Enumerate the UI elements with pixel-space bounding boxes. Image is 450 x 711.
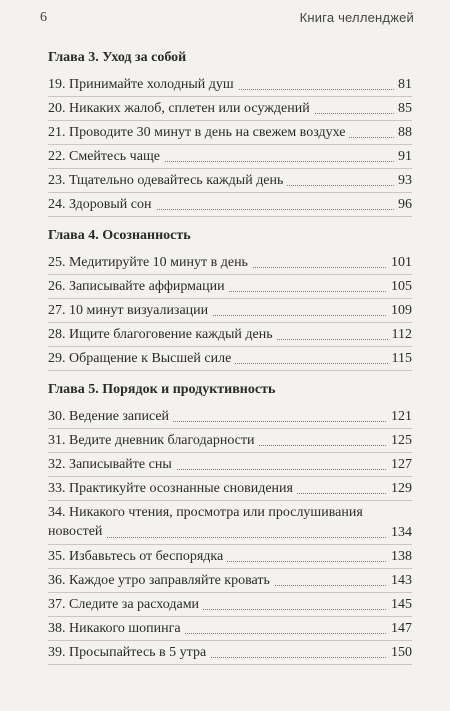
entry-page: 81 <box>394 77 412 93</box>
entry-title: 22. Смейтесь чаще <box>48 149 164 165</box>
toc-entry[interactable] <box>48 480 412 501</box>
entry-page: 91 <box>394 149 412 165</box>
entry-page: 147 <box>387 621 412 637</box>
toc-entry[interactable] <box>48 124 412 145</box>
toc-entry[interactable] <box>48 196 412 217</box>
entry-title: 20. Никаких жалоб, сплетен или осуждений <box>48 101 314 117</box>
toc-entry[interactable] <box>48 432 412 453</box>
entry-page: 121 <box>387 409 412 425</box>
entry-page: 143 <box>387 573 412 589</box>
entry-title: 26. Записывайте аффирмации <box>48 279 229 295</box>
entry-title: 37. Следите за расходами <box>48 597 203 613</box>
entry-title: 38. Никакого шопинга <box>48 621 185 637</box>
entry-page: 145 <box>387 597 412 613</box>
toc-entry[interactable] <box>48 548 412 569</box>
entry-title: 23. Тщательно одевайтесь каждый день <box>48 173 287 189</box>
entry-page: 105 <box>387 279 412 295</box>
chapter-heading: Глава 3. Уход за собой <box>48 50 187 65</box>
toc-entry[interactable] <box>48 620 412 641</box>
entry-title: 39. Просыпайтесь в 5 утра <box>48 645 210 661</box>
entry-page: 134 <box>387 525 412 541</box>
book-title: Книга челленджей <box>299 10 414 25</box>
chapter-heading: Глава 5. Порядок и продуктивность <box>48 382 276 397</box>
entry-title: 27. 10 минут визуализации <box>48 303 212 319</box>
entry-title: 30. Ведение записей <box>48 409 173 425</box>
toc-entry[interactable] <box>48 148 412 169</box>
toc-entry[interactable] <box>48 504 412 545</box>
entry-page: 112 <box>388 327 412 343</box>
entry-title: 25. Медитируйте 10 минут в день <box>48 255 252 271</box>
entry-title: 33. Практикуйте осознанные сновидения <box>48 481 297 497</box>
entry-page: 101 <box>387 255 412 271</box>
entry-title: 19. Принимайте холодный душ <box>48 77 238 93</box>
toc-entry[interactable] <box>48 100 412 121</box>
toc-entry[interactable] <box>48 278 412 299</box>
entry-page: 93 <box>394 173 412 189</box>
toc-entry[interactable] <box>48 596 412 617</box>
entry-page: 115 <box>388 351 412 367</box>
running-header <box>40 10 414 30</box>
entry-title: 24. Здоровый сон <box>48 197 156 213</box>
toc-entry[interactable] <box>48 408 412 429</box>
entry-title-continued: новостей <box>48 524 106 540</box>
entry-title: 29. Обращение к Высшей силе <box>48 351 235 367</box>
toc-entry[interactable] <box>48 302 412 323</box>
entry-page: 109 <box>387 303 412 319</box>
entry-title: 36. Каждое утро заправляйте кровать <box>48 573 274 589</box>
entry-title: 21. Проводите 30 минут в день на свежем воздухе <box>48 125 349 141</box>
chapter-heading: Глава 4. Осознанность <box>48 228 191 243</box>
toc-entry[interactable] <box>48 76 412 97</box>
entry-page: 129 <box>387 481 412 497</box>
entry-page: 85 <box>394 101 412 117</box>
entry-page: 96 <box>394 197 412 213</box>
toc-entry[interactable] <box>48 172 412 193</box>
entry-title: 34. Никакого чтения, просмотра или прослушивания <box>48 505 367 521</box>
toc-entry[interactable] <box>48 350 412 371</box>
entry-title: 35. Избавьтесь от беспорядка <box>48 549 227 565</box>
toc-entry[interactable] <box>48 456 412 477</box>
entry-page: 138 <box>387 549 412 565</box>
page-number: 6 <box>40 10 47 25</box>
entry-page: 88 <box>394 125 412 141</box>
toc-entry[interactable] <box>48 572 412 593</box>
toc-entry[interactable] <box>48 254 412 275</box>
entry-page: 150 <box>387 645 412 661</box>
entry-page: 127 <box>387 457 412 473</box>
toc-entry[interactable] <box>48 326 412 347</box>
entry-title: 31. Ведите дневник благодарности <box>48 433 259 449</box>
toc-entry[interactable] <box>48 644 412 665</box>
entry-title: 32. Записывайте сны <box>48 457 176 473</box>
entry-title: 28. Ищите благоговение каждый день <box>48 327 277 343</box>
entry-page: 125 <box>387 433 412 449</box>
